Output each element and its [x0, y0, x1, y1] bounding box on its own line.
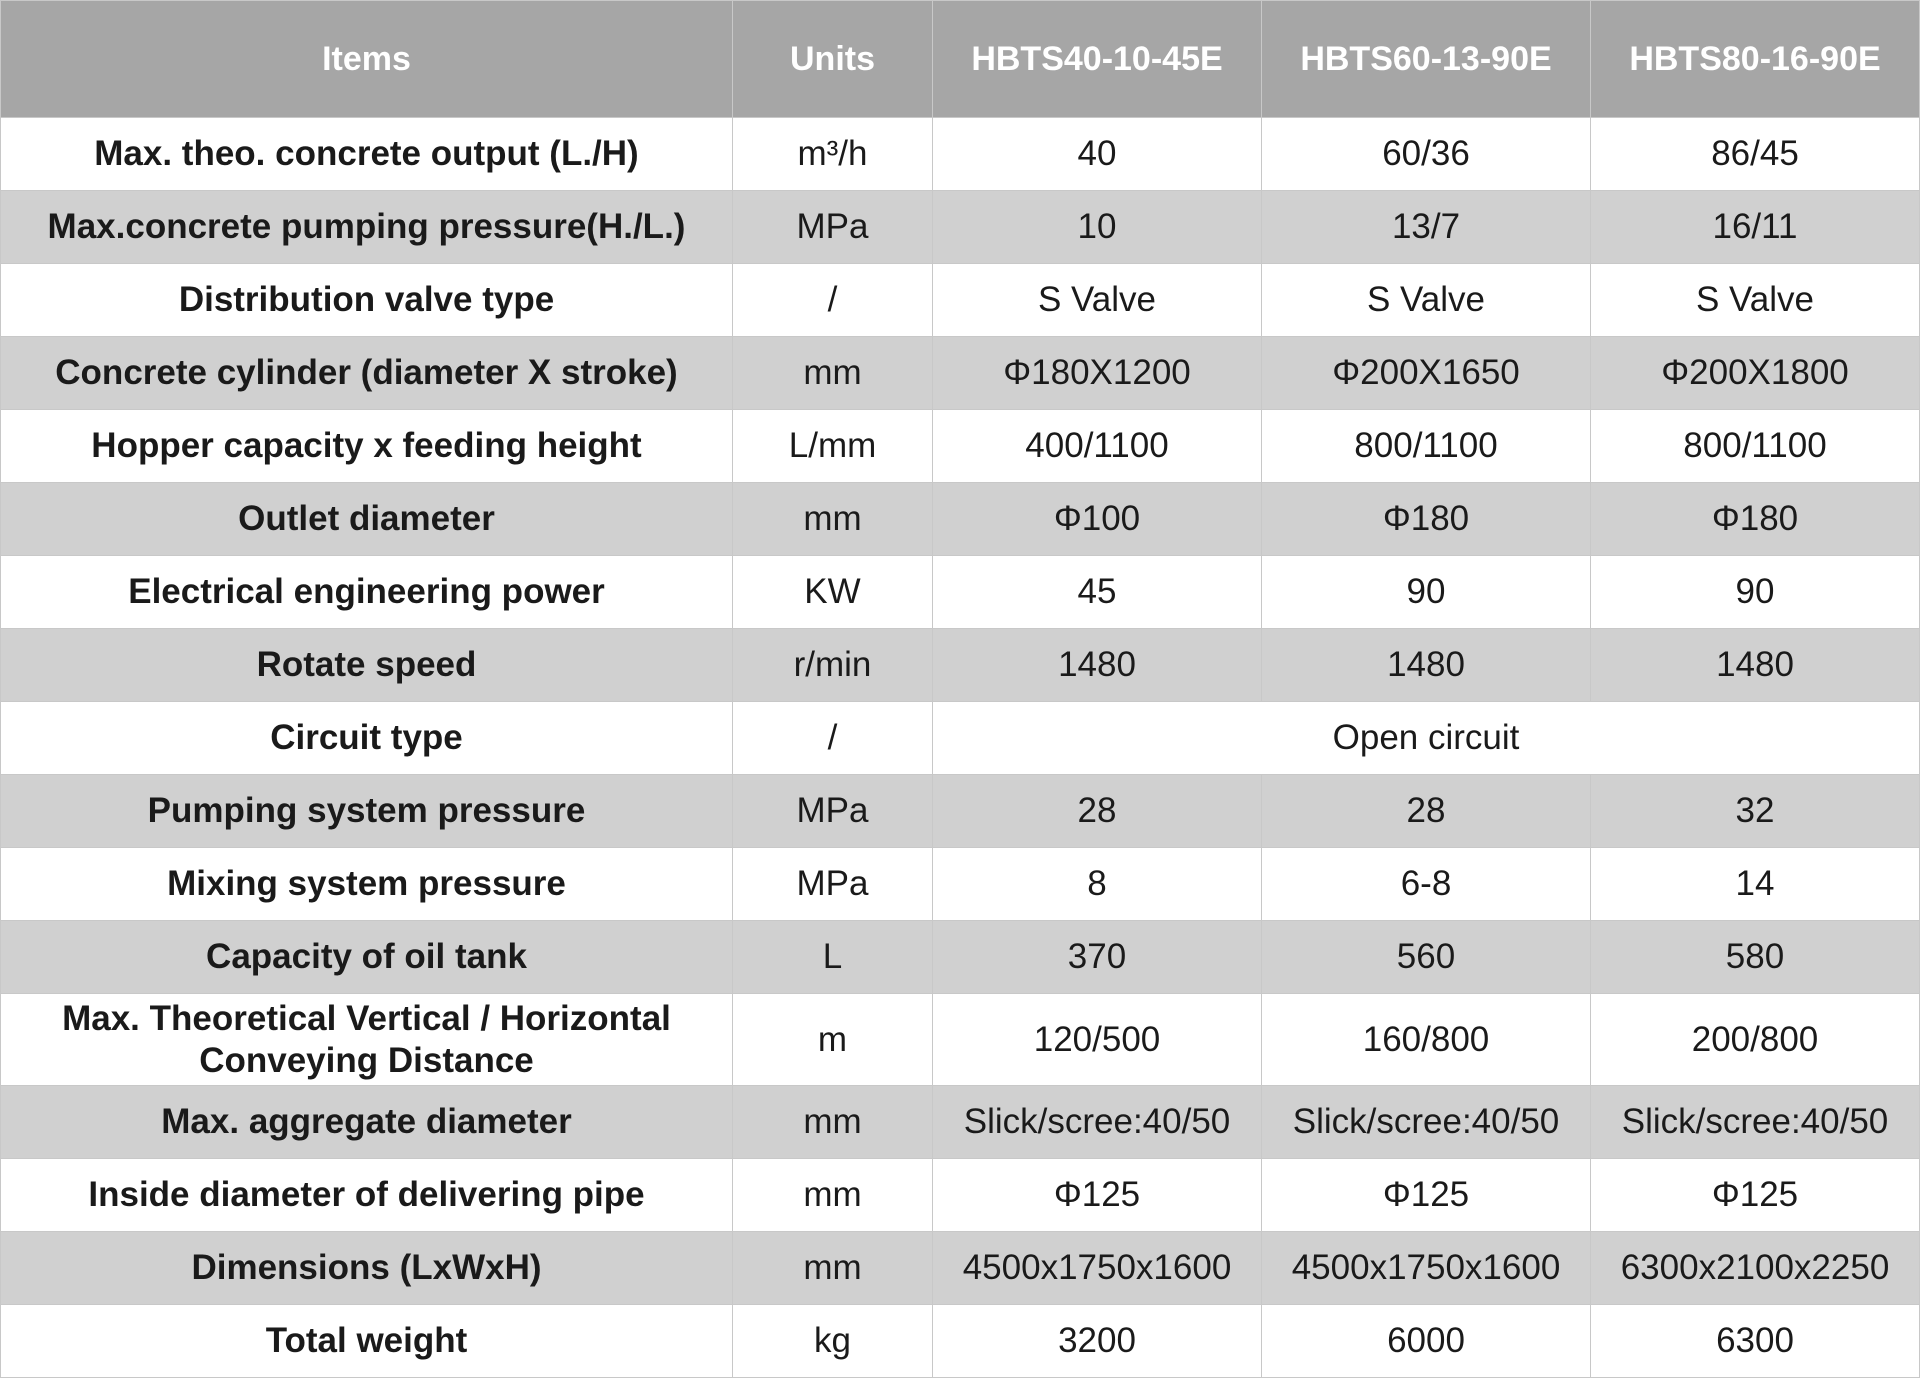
value-cell: 90	[1262, 556, 1591, 629]
value-cell: 800/1100	[1262, 410, 1591, 483]
value-cell: Slick/scree:40/50	[933, 1086, 1262, 1159]
value-cell: 86/45	[1591, 118, 1920, 191]
value-cell: 90	[1591, 556, 1920, 629]
value-cell-merged: Open circuit	[933, 702, 1920, 775]
value-cell: 28	[1262, 775, 1591, 848]
item-cell: Max. theo. concrete output (L./H)	[1, 118, 733, 191]
value-cell: 45	[933, 556, 1262, 629]
item-cell: Outlet diameter	[1, 483, 733, 556]
item-cell: Concrete cylinder (diameter X stroke)	[1, 337, 733, 410]
value-cell: 14	[1591, 848, 1920, 921]
table-row	[1, 848, 1920, 921]
value-cell: 32	[1591, 775, 1920, 848]
unit-cell: mm	[733, 1086, 933, 1159]
unit-cell: MPa	[733, 775, 933, 848]
unit-cell: KW	[733, 556, 933, 629]
unit-cell: MPa	[733, 191, 933, 264]
value-cell: 120/500	[933, 994, 1262, 1086]
item-cell: Mixing system pressure	[1, 848, 733, 921]
value-cell: 40	[933, 118, 1262, 191]
value-cell: Φ180	[1591, 483, 1920, 556]
item-cell: Max. Theoretical Vertical / Horizontal Conveying Distance	[1, 994, 733, 1086]
table-row	[1, 556, 1920, 629]
table-row	[1, 118, 1920, 191]
value-cell: 16/11	[1591, 191, 1920, 264]
item-cell: Pumping system pressure	[1, 775, 733, 848]
value-cell: Φ180	[1262, 483, 1591, 556]
unit-cell: m	[733, 994, 933, 1086]
value-cell: 800/1100	[1591, 410, 1920, 483]
header-model: HBTS80-16-90E	[1591, 1, 1920, 118]
value-cell: S Valve	[1262, 264, 1591, 337]
value-cell: 10	[933, 191, 1262, 264]
table-row	[1, 483, 1920, 556]
value-cell: 28	[933, 775, 1262, 848]
value-cell: 6300x2100x2250	[1591, 1232, 1920, 1305]
value-cell: Φ180X1200	[933, 337, 1262, 410]
table-header-row	[1, 1, 1920, 118]
value-cell: 160/800	[1262, 994, 1591, 1086]
table-row	[1, 994, 1920, 1086]
item-cell: Max.concrete pumping pressure(H./L.)	[1, 191, 733, 264]
value-cell: Φ100	[933, 483, 1262, 556]
unit-cell: mm	[733, 1159, 933, 1232]
item-cell: Inside diameter of delivering pipe	[1, 1159, 733, 1232]
table-row	[1, 264, 1920, 337]
value-cell: 6000	[1262, 1305, 1591, 1378]
table-body	[1, 118, 1920, 1378]
item-cell: Electrical engineering power	[1, 556, 733, 629]
item-cell: Rotate speed	[1, 629, 733, 702]
item-cell: Dimensions (LxWxH)	[1, 1232, 733, 1305]
value-cell: Φ200X1800	[1591, 337, 1920, 410]
value-cell: 4500x1750x1600	[1262, 1232, 1591, 1305]
unit-cell: MPa	[733, 848, 933, 921]
unit-cell: mm	[733, 483, 933, 556]
value-cell: 3200	[933, 1305, 1262, 1378]
value-cell: 13/7	[1262, 191, 1591, 264]
value-cell: Φ125	[1591, 1159, 1920, 1232]
unit-cell: m³/h	[733, 118, 933, 191]
item-cell: Max. aggregate diameter	[1, 1086, 733, 1159]
table-row	[1, 629, 1920, 702]
table-row	[1, 191, 1920, 264]
header-units: Units	[733, 1, 933, 118]
value-cell: Slick/scree:40/50	[1591, 1086, 1920, 1159]
table-row	[1, 921, 1920, 994]
table-row	[1, 337, 1920, 410]
value-cell: 6300	[1591, 1305, 1920, 1378]
table-row	[1, 775, 1920, 848]
value-cell: Slick/scree:40/50	[1262, 1086, 1591, 1159]
table-row	[1, 1232, 1920, 1305]
header-model: HBTS40-10-45E	[933, 1, 1262, 118]
value-cell: Φ200X1650	[1262, 337, 1591, 410]
value-cell: 1480	[933, 629, 1262, 702]
unit-cell: kg	[733, 1305, 933, 1378]
value-cell: 580	[1591, 921, 1920, 994]
value-cell: S Valve	[1591, 264, 1920, 337]
table-row	[1, 1159, 1920, 1232]
unit-cell: mm	[733, 1232, 933, 1305]
unit-cell: L/mm	[733, 410, 933, 483]
value-cell: 1480	[1591, 629, 1920, 702]
value-cell: Φ125	[933, 1159, 1262, 1232]
header-items: Items	[1, 1, 733, 118]
table-row	[1, 1305, 1920, 1378]
table-row	[1, 702, 1920, 775]
value-cell: 60/36	[1262, 118, 1591, 191]
value-cell: 400/1100	[933, 410, 1262, 483]
unit-cell: /	[733, 702, 933, 775]
unit-cell: r/min	[733, 629, 933, 702]
item-cell: Hopper capacity x feeding height	[1, 410, 733, 483]
value-cell: 1480	[1262, 629, 1591, 702]
unit-cell: /	[733, 264, 933, 337]
table-row	[1, 410, 1920, 483]
item-cell: Capacity of oil tank	[1, 921, 733, 994]
value-cell: 200/800	[1591, 994, 1920, 1086]
value-cell: Φ125	[1262, 1159, 1591, 1232]
item-cell: Circuit type	[1, 702, 733, 775]
header-model: HBTS60-13-90E	[1262, 1, 1591, 118]
unit-cell: mm	[733, 337, 933, 410]
value-cell: 4500x1750x1600	[933, 1232, 1262, 1305]
value-cell: S Valve	[933, 264, 1262, 337]
unit-cell: L	[733, 921, 933, 994]
value-cell: 370	[933, 921, 1262, 994]
value-cell: 560	[1262, 921, 1591, 994]
item-cell: Distribution valve type	[1, 264, 733, 337]
table-row	[1, 1086, 1920, 1159]
value-cell: 8	[933, 848, 1262, 921]
value-cell: 6-8	[1262, 848, 1591, 921]
item-cell: Total weight	[1, 1305, 733, 1378]
